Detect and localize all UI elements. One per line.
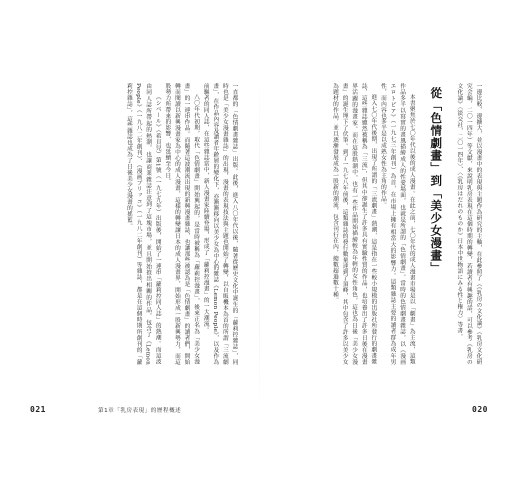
body-paragraph: 一直都的「色情劇畫雜誌」出版。此後，進入八〇年代以後，隨著從歷史文化中誕生的「蘿莉控雜誌」，同時也是「美少女漫畫雜誌」的出現，漫畫的表現技法與主題也開始了轉變，以自販機本為首的所謂「三流劇畫」，在作品內容及讀者年齡層的變化下，亦漸漸移向以美少女為中心的雜誌《Lemon People》，以及作為前驅者的同人誌，在這些雜誌當中，新人漫畫家陸續登場，形成了「蘿莉控漫畫」的一大潮流。 [202, 83, 237, 365]
right-page [260, 0, 520, 500]
body-paragraph: 本書聚焦於七〇年代以後的成人漫畫。在此之前，七〇年代的成人漫畫市場是以「劇畫」為主流，這類作品多半以寫實的畫風描繪成人的性愛場面，也就是所謂的「色情劇畫」。當時的色情劇畫雜誌，以《漫画エロトピア》（一九七三年創刊）為首，在市場上擁有相當大的影響力。這類雜誌主要的讀者群為成年男性，而內容也多半是以成熟女性為主角的作品。 [379, 83, 415, 365]
left-page-text-column [38, 83, 238, 365]
section-heading: 從「色情劇畫」到「美少女漫畫」 [429, 87, 444, 275]
page-number-right: 020 [472, 405, 488, 414]
page-number-left: 021 [30, 405, 46, 414]
body-paragraph: 《シベール》（希貝兒）第1號（一九七九年）出版後，開始了一連串「蘿莉控同人誌」的熱潮。而這波由同人誌所帶起的熱潮，也讓商業雜誌注意到了這塊市場，並且開始推出相關的作品，包含了《Lemon People》（一九八二年創刊）、《漫画ブリッコ》（一九八二年創刊）等雜誌，都是在這個時期所創刊的「蘿莉控雜誌」，這些雜誌也成為了日後美少女漫畫的搖籃。 [125, 83, 161, 365]
intro-paragraph: 一邊比較、邊擴大，並以漫畫中的表現與主題作為研究的主軸，在此參照了（《乳房の文化論》（乳房文化研究会編，二〇一四年）等文獻，來說明乳房表現在這個時期的轉變，若讀者有興趣的話，可以參考《乳房の文化論》〈淡交社，二〇一四年〉、〈《乳房はだれのものか》日本中世物語にみる性と権力〉等書。 [455, 83, 481, 365]
body-paragraph: 八〇年代初期，取代「色情劇畫」開始興起的，是當時被稱為「蘿莉控漫畫」，後來正名為「美少女漫畫」的一連串作品。而隨著這波潮流出現的新興漫畫雜誌，也讓那些被認為是「色情劇畫」的讀者們，開始轉而閱讀以新興漫畫家為中心的成人漫畫，這樣的轉變讓日本的成人漫畫界，開始形成一股新興勢力，而這股勢力所帶來的影響，也延續至今日。 [163, 83, 199, 365]
running-head: 第1章「乳房表現」的歷程概述 [98, 408, 182, 414]
right-page-text-column [290, 83, 482, 365]
body-paragraph: 進入七〇年代後期，出現了所謂的「三流劇畫」熱潮，這是指在一些較小規模的出版社所發行的劇畫雜誌，這些雜誌雖然被稱為「三流」，但其中卻誕生了許多具有實驗性質的作品，也培養出了許多日後在漫畫界活躍的漫畫家。而在這股熱潮中，也有一些作品開始描繪較為年輕的女性角色，這也為日後「美少女漫畫」的誕生埋下了伏筆。到了一九七八年前後，這類雜誌的發行數量達到了頂峰，其中包含了許多以美少女為題材的作品，並且逐漸發展成為一股新的潮流，包含刊行在內，總數超過數十種。 [331, 83, 376, 365]
